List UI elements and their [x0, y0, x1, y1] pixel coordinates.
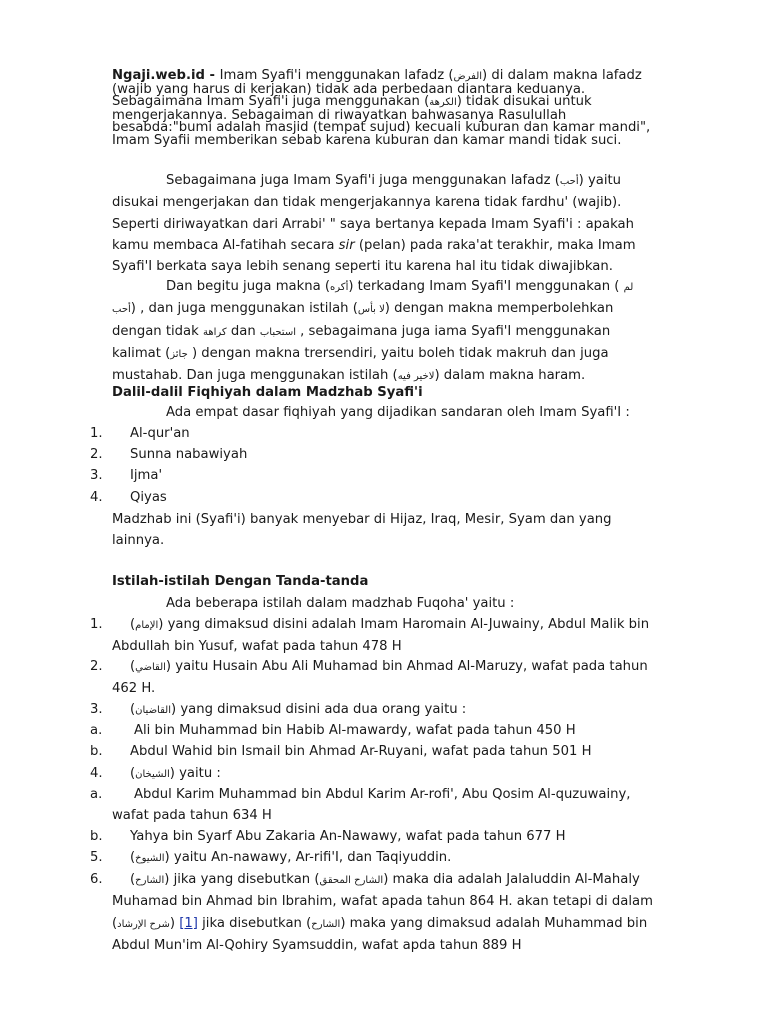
- list-item: Abdul Karim Muhammad bin Abdul Karim Ar-rofi', Abu Qosim Al-quzuwainy, wafat pada tahun 634 H: [112, 787, 631, 824]
- intro-paragraph: Ngaji.web.id - Imam Syafi'i menggunakan lafadz (الفرض) di dalam makna lafadz (wajib yang harus di kerjakan) tidak ada perbedaan diantara keduanya. Sebagaimana Imam Syafi'i juga menggunakan (الكرهة) tidak disukai untuk mengerjakannya. Sebagaiman di riwayatkan bahwasanya Rasulullah besabda:"bumi adalah masjid (tempat sujud) kecuali kuburan dan kamar mandi", Imam Syafii memberikan sebab karena kuburan dan kamar mandi tidak suci.: [112, 68, 651, 148]
- arabic-term: الشارح: [135, 875, 165, 886]
- list-number: 4.: [90, 490, 103, 505]
- list-item: Qiyas: [130, 490, 167, 505]
- list-item: (القاضيان) yang dimaksud disini ada dua orang yaitu :: [130, 702, 467, 717]
- list-item: Abdul Wahid bin Ismail bin Ahmad Ar-Ruyani, wafat pada tahun 501 H: [130, 744, 592, 759]
- arabic-term: الفرض: [453, 71, 483, 82]
- list-number: 2.: [90, 447, 103, 462]
- list-item: (الإمام) yang dimaksud disini adalah Imam Haromain Al-Juwainy, Abdul Malik bin Abdullah bin Yusuf, wafat pada tahun 478 H: [112, 617, 650, 655]
- site-name: Ngaji.web.id -: [112, 68, 220, 83]
- arabic-term: لم أحب: [112, 282, 634, 316]
- list-item: (الشيخان) yaitu :: [130, 766, 221, 781]
- arabic-term: القاضي: [135, 662, 166, 673]
- list-item: Yahya bin Syarf Abu Zakaria An-Nawawy, wafat pada tahun 677 H: [130, 829, 566, 844]
- arabic-term: الكرهة: [429, 97, 457, 109]
- arabic-term: لا بأس: [357, 304, 385, 316]
- list-number: 1.: [90, 426, 103, 441]
- list-item: (الشارح) jika yang disebutkan (الشارح المحقق) maka dia adalah Jalaluddin Al-Mahaly Muhamad bin Ahmad bin Ibrahim, wafat apada tahun 864 H. akan tetapi di dalam (شرح الإرشاد) [1] jika disebutkan (الشارح) maka yang dimaksud adalah Muhammad bin Abdul Mun'im Al-Qohiry Syamsuddin, wafat apda tahun 889 H: [112, 872, 653, 953]
- arabic-term: كراهة: [202, 326, 227, 338]
- paragraph-ahabb: Sebagaimana juga Imam Syafi'i juga menggunakan lafadz (أحب) yaitu disukai mengerjakan dan tidak mengerjakannya karena tidak fardhu' (wajib). Seperti diriwayatkan dari Arrabi' " saya bertanya kepada Imam Syafi'i : apakah kamu membaca Al-fatihah secara sir (pelan) pada raka'at terakhir, maka Imam Syafi'I berkata saya lebih senang seperti itu karena hal itu tidak diwajibkan.: [112, 173, 636, 275]
- paragraph-akrahu: Dan begitu juga makna (أكره) terkadang Imam Syafi'I menggunakan ( لم أحب) , dan juga menggunakan istilah (لا بأس) dengan makna memperbolehkan dengan tidak كراهة dan استحباب , sebagaimana juga iama Syafi'I menggunakan kalimat (جائز ) dengan makna trersendiri, yaitu boleh tidak makruh dan juga mustahab. Dan juga menggunakan istilah (لاخير فيه) dalam makna haram.: [112, 279, 634, 384]
- italic-term: sir: [338, 237, 355, 253]
- list-number: 5.: [90, 850, 103, 865]
- list-number: 4.: [90, 766, 103, 781]
- section-closing: Madzhab ini (Syafi'i) banyak menyebar di Hijaz, Iraq, Mesir, Syam dan yang lainnya.: [112, 512, 612, 549]
- list-number: 3.: [90, 702, 103, 717]
- arabic-term: شرح الإرشاد: [117, 918, 170, 930]
- arabic-term: الإمام: [135, 620, 159, 631]
- arabic-term: الشارح: [311, 918, 341, 930]
- list-letter: b.: [90, 744, 103, 759]
- list-number: 1.: [90, 617, 103, 632]
- list-letter: a.: [90, 787, 103, 802]
- section-heading-dalil: Dalil-dalil Fiqhiyah dalam Madzhab Syafi'i: [112, 385, 423, 400]
- arabic-term: أحب: [559, 176, 579, 187]
- list-number: 6.: [90, 872, 103, 887]
- list-letter: b.: [90, 829, 103, 844]
- section-heading-istilah: Istilah-istilah Dengan Tanda-tanda: [112, 574, 369, 589]
- arabic-term: الشيوخ: [135, 853, 165, 864]
- list-item: (القاضي) yaitu Husain Abu Ali Muhamad bin Ahmad Al-Maruzy, wafat pada tahun 462 H.: [112, 659, 648, 697]
- arabic-term: لاخير فيه: [397, 371, 435, 383]
- list-number: 2.: [90, 659, 103, 674]
- arabic-term: أكره: [330, 282, 349, 293]
- list-item: (الشيوخ) yaitu An-nawawy, Ar-rifi'I, dan Taqiyuddin.: [130, 850, 452, 865]
- list-letter: a.: [90, 723, 103, 738]
- list-number: 3.: [90, 468, 103, 483]
- section-intro: Ada empat dasar fiqhiyah yang dijadikan sandaran oleh Imam Syafi'I :: [166, 405, 630, 420]
- list-item: Ijma': [130, 468, 163, 483]
- arabic-term: جائز: [170, 348, 188, 360]
- list-item: Sunna nabawiyah: [130, 447, 248, 462]
- arabic-term: الشارح المحقق: [319, 875, 384, 886]
- list-item: Al-qur'an: [130, 426, 190, 441]
- section-intro: Ada beberapa istilah dalam madzhab Fuqoha' yaitu :: [166, 596, 515, 611]
- arabic-term: استحباب: [259, 326, 296, 338]
- footnote-link[interactable]: [1]: [179, 915, 198, 931]
- arabic-term: القاضيان: [135, 705, 171, 716]
- arabic-term: الشيخان: [135, 769, 170, 780]
- list-item: Ali bin Muhammad bin Habib Al-mawardy, wafat pada tahun 450 H: [134, 723, 576, 738]
